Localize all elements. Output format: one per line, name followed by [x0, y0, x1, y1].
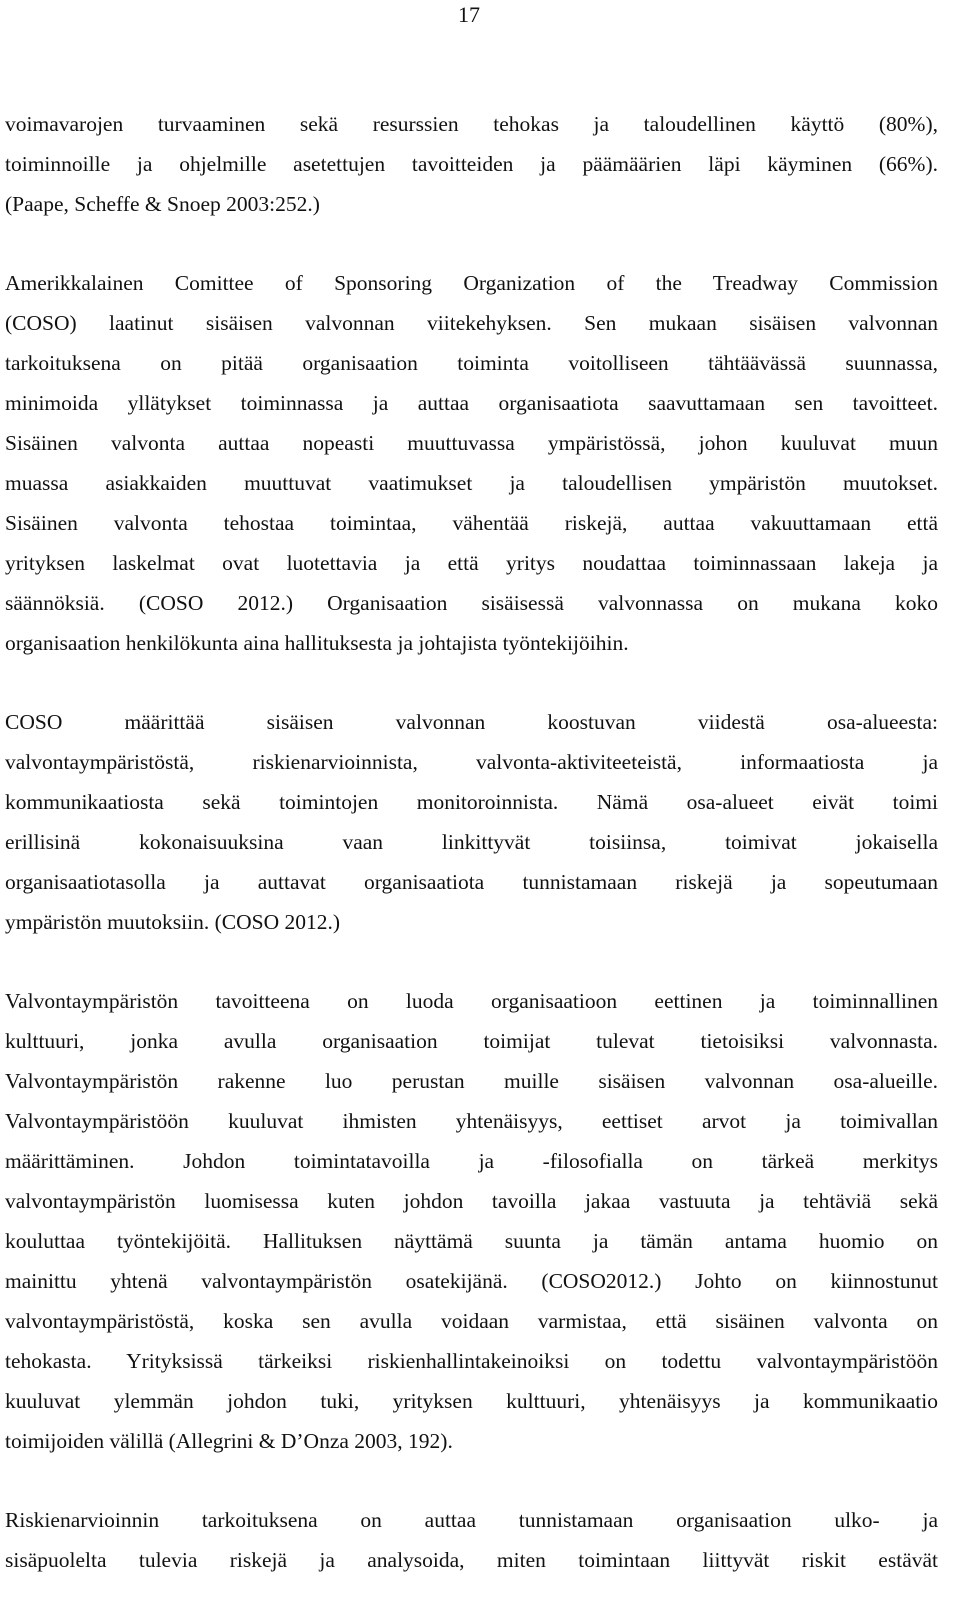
text-line: Riskienarvioinnin tarkoituksena on auttaa tunnistamaan organisaation ulko- ja [5, 1508, 938, 1532]
text-line: (Paape, Scheffe & Snoep 2003:252.) [5, 192, 320, 216]
text-line: kouluttaa työntekijöitä. Hallituksen näyttämä suunta ja tämän antama huomio on [5, 1229, 938, 1253]
text-line: sisäpuolelta tulevia riskejä ja analysoida, miten toimintaan liittyvät riskit estävät [5, 1548, 938, 1572]
text-line: säännöksiä. (COSO 2012.) Organisaation sisäisessä valvonnassa on mukana koko [5, 591, 938, 615]
paragraph-4 [5, 981, 938, 1461]
text-line: mainittu yhtenä valvontaympäristön osatekijänä. (COSO2012.) Johto on kiinnostunut [5, 1269, 938, 1293]
text-line: muassa asiakkaiden muuttuvat vaatimukset ja taloudellisen ympäristön muutokset. [5, 471, 938, 495]
text-line: määrittäminen. Johdon toimintatavoilla ja -filosofialla on tärkeä merkitys [5, 1149, 938, 1173]
text-line: Valvontaympäristön rakenne luo perustan muille sisäisen valvonnan osa-alueille. [5, 1069, 938, 1093]
text-line: Amerikkalainen Comittee of Sponsoring Organization of the Treadway Commission [5, 271, 938, 295]
text-line: Valvontaympäristöön kuuluvat ihmisten yhtenäisyys, eettiset arvot ja toimivallan [5, 1109, 938, 1133]
text-line: kulttuuri, jonka avulla organisaation toimijat tulevat tietoisiksi valvonnasta. [5, 1029, 938, 1053]
text-line: tarkoituksena on pitää organisaation toiminta voitolliseen tähtäävässä suunnassa, [5, 351, 938, 375]
text-line: minimoida yllätykset toiminnassa ja auttaa organisaatiota saavuttamaan sen tavoitteet. [5, 391, 938, 415]
text-line: valvontaympäristön luomisessa kuten johdon tavoilla jakaa vastuuta ja tehtäviä sekä [5, 1189, 938, 1213]
text-line: Sisäinen valvonta auttaa nopeasti muuttuvassa ympäristössä, johon kuuluvat muun [5, 431, 938, 455]
text-line: organisaation henkilökunta aina hallituksesta ja johtajista työntekijöihin. [5, 631, 629, 655]
text-line: Sisäinen valvonta tehostaa toimintaa, vähentää riskejä, auttaa vakuuttamaan että [5, 511, 938, 535]
text-line: yrityksen laskelmat ovat luotettavia ja että yritys noudattaa toiminnassaan lakeja ja [5, 551, 938, 575]
text-line: Valvontaympäristön tavoitteena on luoda organisaatioon eettinen ja toiminnallinen [5, 989, 938, 1013]
paragraph-3 [5, 702, 938, 942]
paragraph-5 [5, 1500, 938, 1580]
paragraph-1 [5, 104, 938, 224]
text-line: COSO määrittää sisäisen valvonnan koostuvan viidestä osa-alueesta: [5, 710, 938, 734]
text-line: toimijoiden välillä (Allegrini & D’Onza 2003, 192). [5, 1429, 453, 1453]
text-line: kommunikaatiosta sekä toimintojen monitoroinnista. Nämä osa-alueet eivät toimi [5, 790, 938, 814]
paragraph-2 [5, 263, 938, 663]
text-line: voimavarojen turvaaminen sekä resurssien tehokas ja taloudellinen käyttö (80%), [5, 112, 938, 136]
page-number: 17 [458, 2, 480, 27]
document-body [5, 104, 938, 1580]
text-line: valvontaympäristöstä, riskienarvioinnista, valvonta-aktiviteeteistä, informaatiosta ja [5, 750, 938, 774]
text-line: erillisinä kokonaisuuksina vaan linkittyvät toisiinsa, toimivat jokaisella [5, 830, 938, 854]
text-line: tehokasta. Yrityksissä tärkeiksi riskienhallintakeinoiksi on todettu valvontaympäristöön [5, 1349, 938, 1373]
text-line: kuuluvat ylemmän johdon tuki, yrityksen kulttuuri, yhtenäisyys ja kommunikaatio [5, 1389, 938, 1413]
text-line: ympäristön muutoksiin. (COSO 2012.) [5, 910, 341, 934]
text-line: organisaatiotasolla ja auttavat organisaatiota tunnistamaan riskejä ja sopeutumaan [5, 870, 938, 894]
text-line: (COSO) laatinut sisäisen valvonnan viitekehyksen. Sen mukaan sisäisen valvonnan [5, 311, 938, 335]
text-line: valvontaympäristöstä, koska sen avulla voidaan varmistaa, että sisäinen valvonta on [5, 1309, 938, 1333]
text-line: toiminnoille ja ohjelmille asetettujen tavoitteiden ja päämäärien läpi käyminen (66%). [5, 152, 938, 176]
